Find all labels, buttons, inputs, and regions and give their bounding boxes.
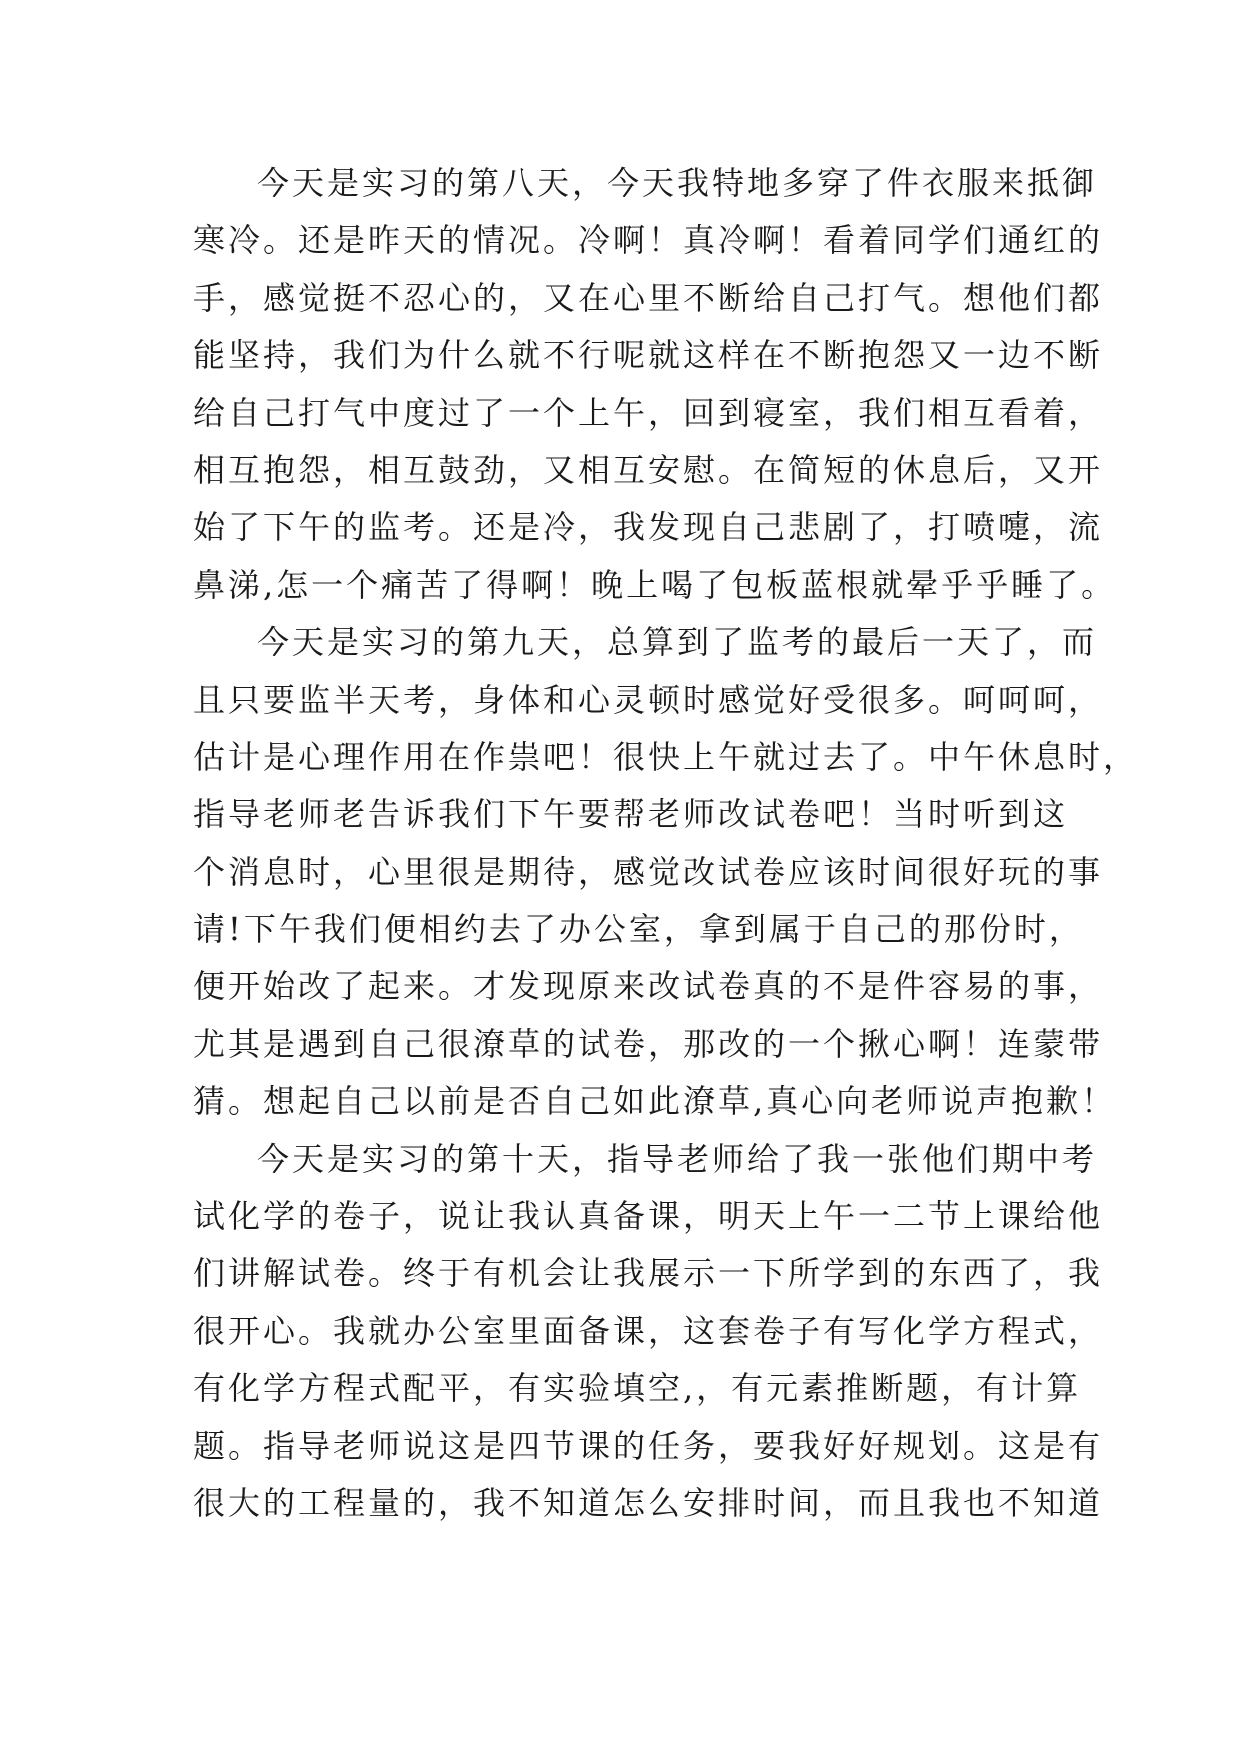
text-line: 始了下午的监考。还是冷，我发现自己悲剧了，打喷嚏，流 (193, 508, 1104, 547)
text-line: 个消息时，心里很是期待，感觉改试卷应该时间很好玩的事 (193, 852, 1104, 891)
text-line: 鼻涕,怎一个痛苦了得啊！晚上喝了包板蓝根就晕乎乎睡了。 (193, 565, 1117, 604)
text-line: 今天是实习的第八天，今天我特地多穿了件衣服来抵御 (257, 164, 1098, 202)
text-line: 手，感觉挺不忍心的，又在心里不断给自己打气。想他们都 (193, 278, 1104, 317)
text-line: 估计是心理作用在作祟吧！很快上午就过去了。中午休息时， (193, 737, 1139, 776)
text-line: 今天是实习的第十天，指导老师给了我一张他们期中考 (257, 1139, 1098, 1178)
paragraph-day-9 (193, 614, 1139, 1131)
paragraph-day-10 (193, 1131, 1104, 1533)
text-line: 很大的工程量的，我不知道怎么安排时间，而且我也不知道 (193, 1483, 1104, 1522)
text-line: 试化学的卷子，说让我认真备课，明天上午一二节上课给他 (193, 1197, 1104, 1236)
text-line: 请!下午我们便相约去了办公室，拿到属于自己的那份时， (193, 910, 1084, 949)
document-body (193, 155, 1139, 1532)
text-line: 寒冷。还是昨天的情况。冷啊！真冷啊！看着同学们通红的 (193, 221, 1104, 260)
text-line: 能坚持，我们为什么就不行呢就这样在不断抱怨又一边不断 (193, 336, 1104, 375)
text-line: 有化学方程式配平，有实验填空,，有元素推断题，有计算 (193, 1369, 1082, 1408)
text-line: 尤其是遇到自己很潦草的试卷，那改的一个揪心啊！连蒙带 (193, 1024, 1104, 1063)
text-line: 指导老师老告诉我们下午要帮老师改试卷吧！当时听到这 (193, 795, 1069, 834)
text-line: 便开始改了起来。才发现原来改试卷真的不是件容易的事， (193, 967, 1104, 1006)
text-line: 很开心。我就办公室里面备课，这套卷子有写化学方程式， (193, 1311, 1104, 1350)
paragraph-day-8 (193, 155, 1117, 614)
text-line: 们讲解试卷。终于有机会让我展示一下所学到的东西了，我 (193, 1254, 1104, 1293)
text-line: 相互抱怨，相互鼓劲，又相互安慰。在简短的休息后，又开 (193, 450, 1104, 489)
text-line: 给自己打气中度过了一个上午，回到寝室，我们相互看着， (193, 393, 1104, 432)
text-line: 今天是实习的第九天，总算到了监考的最后一天了，而 (257, 623, 1098, 662)
text-line: 猜。想起自己以前是否自己如此潦草,真心向老师说声抱歉！ (193, 1082, 1117, 1121)
text-line: 题。指导老师说这是四节课的任务，要我好好规划。这是有 (193, 1426, 1104, 1465)
text-line: 且只要监半天考，身体和心灵顿时感觉好受很多。呵呵呵， (193, 680, 1104, 719)
